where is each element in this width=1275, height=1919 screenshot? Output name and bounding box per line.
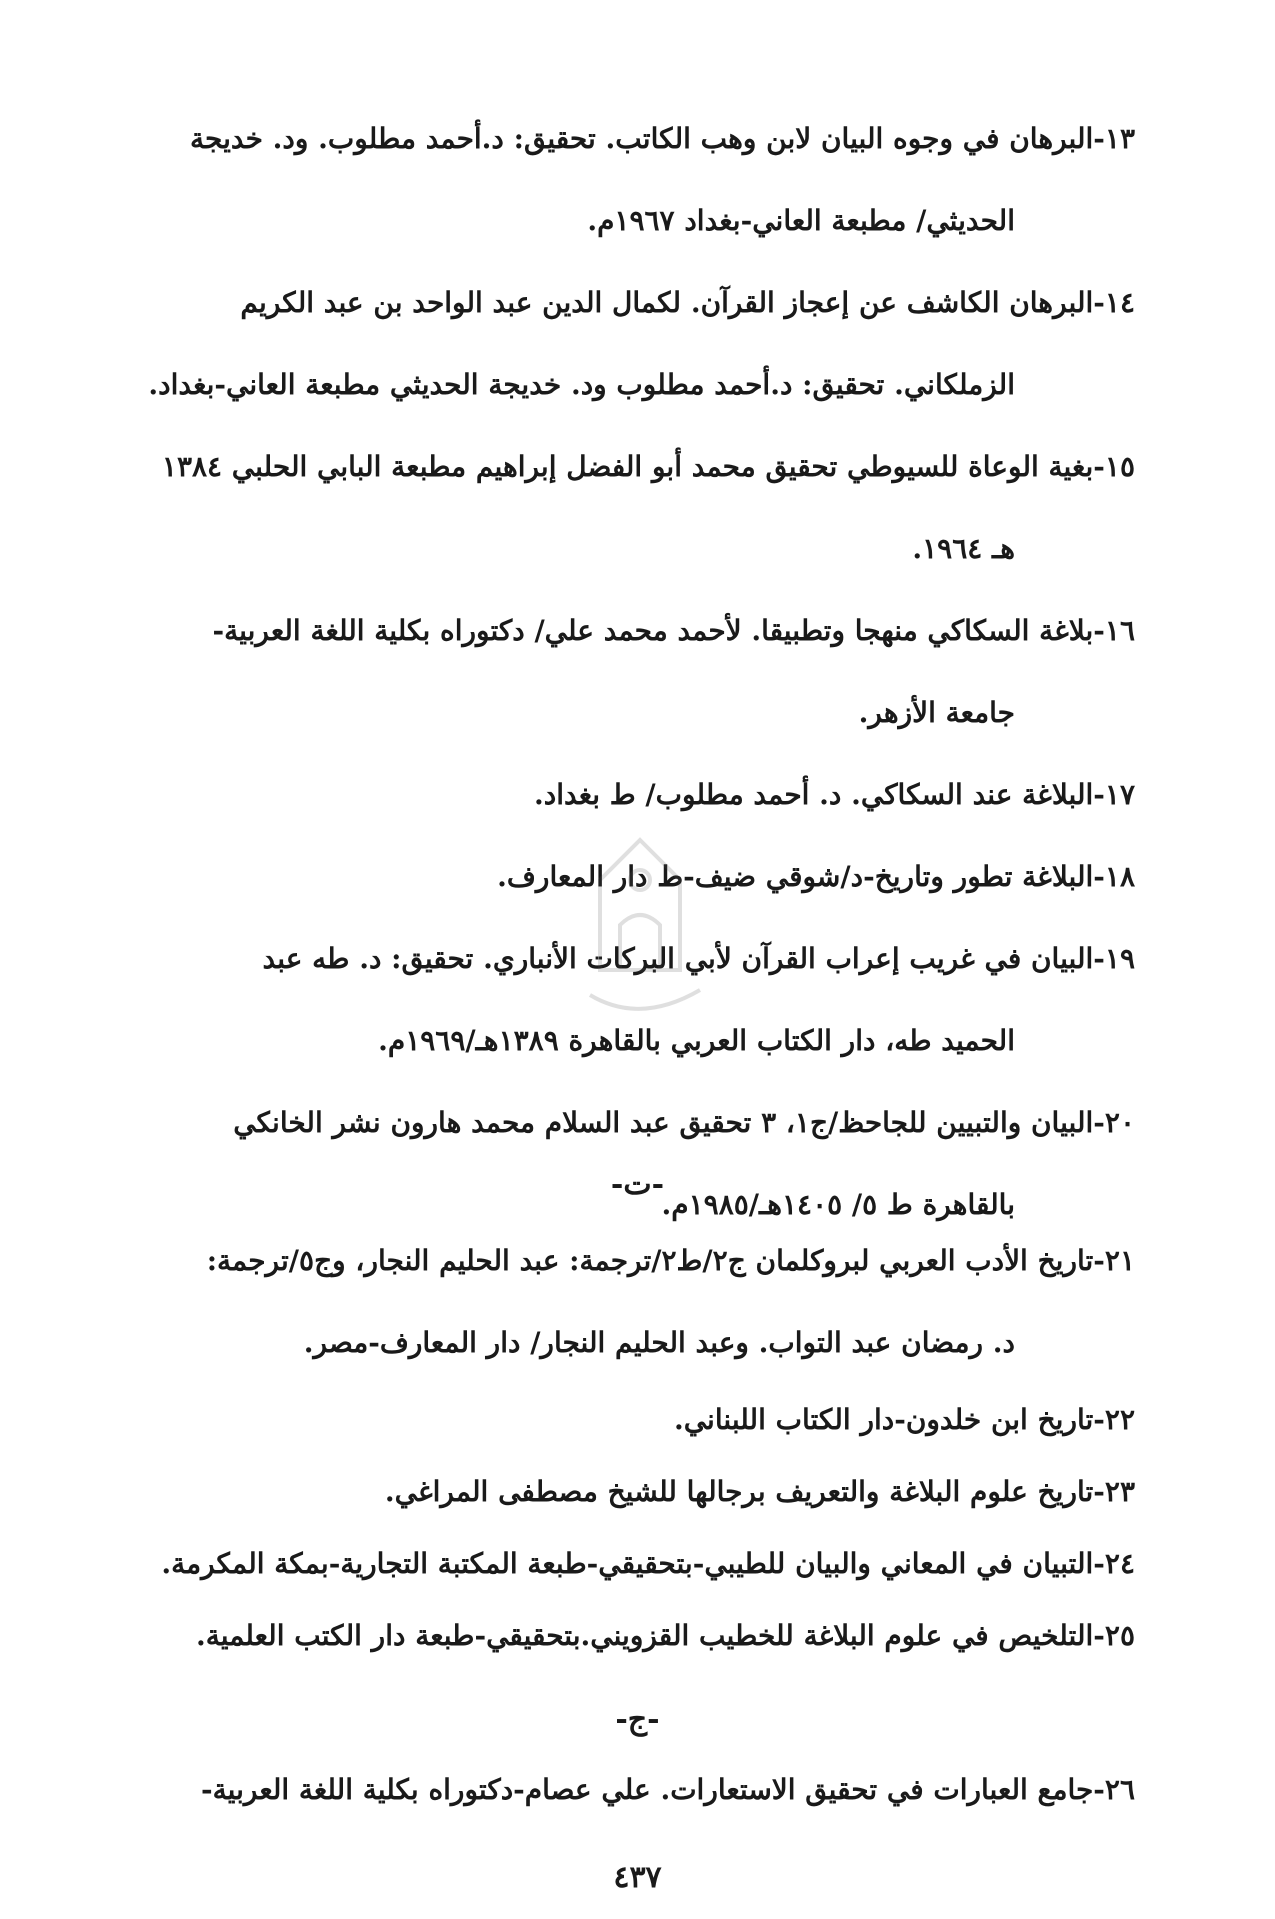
bibliography-entry-21: ٢١-تاريخ الأدب العربي لبروكلمان ج٢/ط٢/ترجمة: عبد الحليم النجار، وج٥/ترجمة: د. رمضان عبد التواب. وعبد الحليم النجار/ دار المعارف-مصر. — [130, 1220, 1135, 1384]
bibliography-entry-25: ٢٥-التلخيص في علوم البلاغة للخطيب القزويني.بتحقيقي-طبعة دار الكتب العلمية. — [195, 1619, 1135, 1652]
entry-line: التلخيص في علوم البلاغة للخطيب القزويني.بتحقيقي-طبعة دار الكتب العلمية. — [195, 1619, 1094, 1652]
entry-line: جامع العبارات في تحقيق الاستعارات. علي عصام-دكتوراه بكلية اللغة العربية- — [201, 1773, 1094, 1806]
bibliography-entry-19: ١٩-البيان في غريب إعراب القرآن لأبي البركات الأنباري. تحقيق: د. طه عبد الحميد طه، دار الكتاب العربي بالقاهرة ١٣٨٩هـ/١٩٦٩م. — [130, 918, 1135, 1082]
bibliography-entry-17: ١٧-البلاغة عند السكاكي. د. أحمد مطلوب/ ط بغداد. — [534, 778, 1135, 811]
entry-line: بلاغة السكاكي منهجا وتطبيقا. لأحمد محمد علي/ دكتوراه بكلية اللغة العربية- — [212, 614, 1094, 647]
entry-line: تاريخ علوم البلاغة والتعريف برجالها للشيخ مصطفى المراغي. — [384, 1475, 1094, 1508]
bibliography-entry-15: ١٥-بغية الوعاة للسيوطي تحقيق محمد أبو الفضل إبراهيم مطبعة البابي الحلبي ١٣٨٤ هـ ١٩٦٤. — [130, 426, 1135, 590]
bibliography-section-t — [130, 1220, 1135, 1672]
library-stamp-watermark — [530, 820, 750, 1040]
entry-line: البلاغة عند السكاكي. د. أحمد مطلوب/ ط بغداد. — [534, 778, 1094, 811]
entry-line-continuation: الحديثي/ مطبعة العاني-بغداد ١٩٦٧م. — [587, 204, 1015, 237]
bibliography-section-b — [130, 98, 1135, 1246]
bibliography-section-j — [130, 1755, 1135, 1825]
entry-line: البرهان الكاشف عن إعجاز القرآن. لكمال الدين عبد الواحد بن عبد الكريم — [240, 286, 1094, 319]
entry-line: البيان والتبيين للجاحظ/ج١، ٣ تحقيق عبد السلام محمد هارون نشر الخانكي — [233, 1106, 1094, 1139]
entry-line: البرهان في وجوه البيان لابن وهب الكاتب. تحقيق: د.أحمد مطلوب. ود. خديجة — [190, 122, 1094, 155]
bibliography-entry-13: ١٣-البرهان في وجوه البيان لابن وهب الكاتب. تحقيق: د.أحمد مطلوب. ود. خديجة الحديثي/ مطبعة العاني-بغداد ١٩٦٧م. — [130, 98, 1135, 262]
section-letter-heading-j: -ج- — [615, 1702, 660, 1737]
bibliography-entry-16: ١٦-بلاغة السكاكي منهجا وتطبيقا. لأحمد محمد علي/ دكتوراه بكلية اللغة العربية- جامعة الأزهر. — [130, 590, 1135, 754]
bibliography-entry-26: ٢٦-جامع العبارات في تحقيق الاستعارات. علي عصام-دكتوراه بكلية اللغة العربية- — [201, 1773, 1135, 1806]
bibliography-entry-22: ٢٢-تاريخ ابن خلدون-دار الكتاب اللبناني. — [673, 1403, 1135, 1436]
entry-line: تاريخ ابن خلدون-دار الكتاب اللبناني. — [673, 1403, 1094, 1436]
entry-line-continuation: الزملكاني. تحقيق: د.أحمد مطلوب ود. خديجة الحديثي مطبعة العاني-بغداد. — [148, 368, 1015, 401]
bibliography-entry-20: ٢٠-البيان والتبيين للجاحظ/ج١، ٣ تحقيق عبد السلام محمد هارون نشر الخانكي بالقاهرة ط ٥/ ١٤٠٥هـ/١٩٨٥م. — [130, 1082, 1135, 1246]
entry-line-continuation: هـ ١٩٦٤. — [912, 532, 1015, 565]
entry-line: بغية الوعاة للسيوطي تحقيق محمد أبو الفضل إبراهيم مطبعة البابي الحلبي ١٣٨٤ — [161, 450, 1094, 483]
entry-line: البيان في غريب إعراب القرآن لأبي البركات الأنباري. تحقيق: د. طه عبد — [262, 942, 1094, 975]
entry-line: تاريخ الأدب العربي لبروكلمان ج٢/ط٢/ترجمة: عبد الحليم النجار، وج٥/ترجمة: — [206, 1244, 1094, 1277]
bibliography-entry-14: ١٤-البرهان الكاشف عن إعجاز القرآن. لكمال الدين عبد الواحد بن عبد الكريم الزملكاني. تحقيق: د.أحمد مطلوب ود. خديجة الحديثي مطبعة العاني-بغداد. — [130, 262, 1135, 426]
entry-line-continuation: بالقاهرة ط ٥/ ١٤٠٥هـ/١٩٨٥م. — [661, 1188, 1015, 1221]
bibliography-entry-24: ٢٤-التبيان في المعاني والبيان للطيبي-بتحقيقي-طبعة المكتبة التجارية-بمكة المكرمة. — [161, 1547, 1135, 1580]
entry-line: التبيان في المعاني والبيان للطيبي-بتحقيقي-طبعة المكتبة التجارية-بمكة المكرمة. — [161, 1547, 1094, 1580]
entry-line-continuation: د. رمضان عبد التواب. وعبد الحليم النجار/ دار المعارف-مصر. — [303, 1326, 1015, 1359]
bibliography-entry-23: ٢٣-تاريخ علوم البلاغة والتعريف برجالها للشيخ مصطفى المراغي. — [384, 1475, 1135, 1508]
bibliography-entry-18: ١٨-البلاغة تطور وتاريخ-د/شوقي ضيف-ط دار المعارف. — [497, 860, 1135, 893]
section-letter-heading-t: -ت- — [610, 1167, 665, 1202]
entry-line-continuation: جامعة الأزهر. — [858, 696, 1015, 729]
entry-line: البلاغة تطور وتاريخ-د/شوقي ضيف-ط دار المعارف. — [497, 860, 1094, 893]
entry-line-continuation: الحميد طه، دار الكتاب العربي بالقاهرة ١٣٨٩هـ/١٩٦٩م. — [378, 1024, 1015, 1057]
page-number: ٤٣٧ — [613, 1860, 662, 1895]
